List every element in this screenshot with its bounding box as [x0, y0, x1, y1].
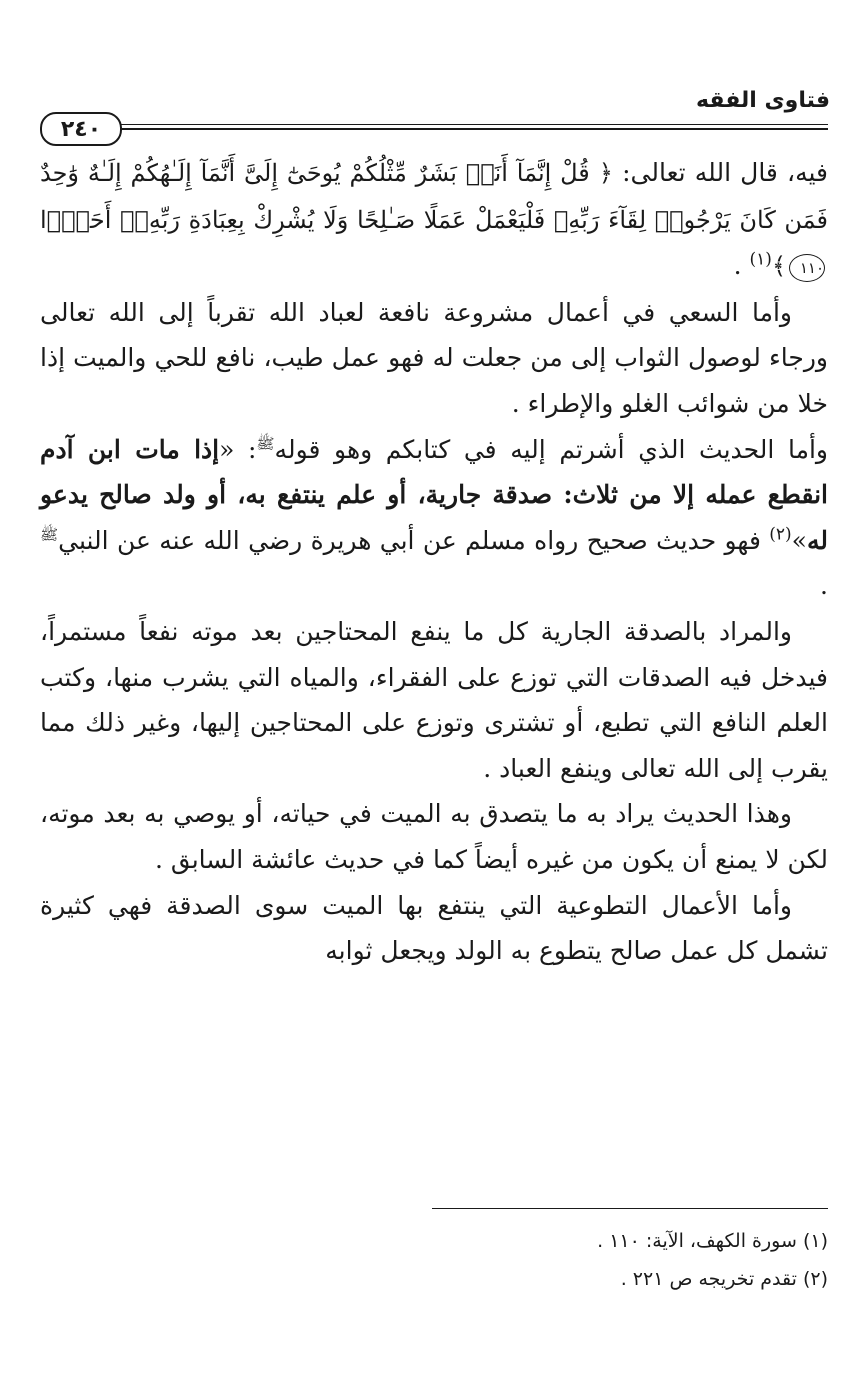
paragraph-hadith	[40, 427, 828, 609]
footnotes	[228, 1222, 828, 1298]
footnote-1: (١) سورة الكهف، الآية: ١١٠ .	[597, 1230, 828, 1252]
hadith-source: فهو حديث صحيح رواه مسلم عن أبي هريرة رضي الله عنه عن النبي	[58, 525, 770, 555]
hadith-intro: وأما الحديث الذي أشرتم إليه في كتابكم وهو قوله	[274, 434, 828, 464]
body-text	[40, 150, 828, 974]
running-title: فتاوى الفقه	[696, 88, 830, 113]
paragraph-quran-quote	[40, 150, 828, 290]
quote-end: .	[733, 251, 750, 281]
honorific-glyph-2: ﷺ	[40, 525, 59, 544]
page-number: ٢٤٠	[40, 112, 122, 146]
quote-intro: فيه، قال الله تعالى:	[612, 158, 828, 187]
header-rule	[120, 124, 828, 130]
honorific-glyph: ﷺ	[256, 434, 275, 453]
ayah-number-mark: ١١٠	[789, 254, 825, 282]
quran-close-bracket: ﴾	[771, 252, 786, 281]
quran-verse: قُلْ إِنَّمَآ أَنَا۠ بَشَرٌ مِّثْلُكُمْ يُوحَىٰٓ إِلَىَّ أَنَّمَآ إِلَـٰهُكُمْ إِلَـٰهٌ وَٰحِدٌ فَمَن كَانَ يَرْجُوا۟ لِقَآءَ رَبِّهِۦ فَلْيَعْمَلْ عَمَلًا صَـٰلِحًا وَلَا يُشْرِكْ بِعِبَادَةِ رَبِّهِۦٓ أَحَدًۢا	[40, 159, 828, 234]
footnote-rule	[432, 1208, 828, 1209]
hadith-end: .	[820, 571, 828, 601]
paragraph-5: وهذا الحديث يراد به ما يتصدق به الميت في حياته، أو يوصي به بعد موته، لكن لا يمنع أن يكون من غيره أيضاً كما في حديث عائشة السابق .	[40, 799, 828, 874]
paragraph-6: وأما الأعمال التطوعية التي ينتفع بها الميت سوى الصدقة فهي كثيرة تشمل كل عمل صالح يتطوع به الولد ويجعل ثوابه	[40, 890, 828, 966]
hadith-close-quote: »	[791, 525, 807, 555]
footnote-ref-2: (٢)	[769, 524, 792, 545]
paragraph-4: والمراد بالصدقة الجارية كل ما ينفع المحتاجين بعد موته نفعاً مستمراً، فيدخل فيه الصدقات التي توزع على الفقراء، والمياه التي يشرب منها، وكتب العلم النافع التي تطبع، أو تشترى وتوزع على المحتاجين إليها، وغير ذلك مما يقرب إلى الله تعالى وينفع العباد .	[40, 616, 828, 783]
paragraph-2: وأما السعي في أعمال مشروعة نافعة لعباد الله تقرباً إلى الله تعالى ورجاء لوصول الثواب إلى من جعلت له فهو عمل طيب، نافع للحي والميت إذا خلا من شوائب الغلو والإطراء .	[40, 297, 828, 418]
hadith-colon: : «	[219, 434, 257, 464]
hadith-text: إذا مات ابن آدم انقطع عمله إلا من ثلاث: صدقة جارية، أو علم ينتفع به، أو ولد صالح يدعو له	[40, 434, 828, 555]
footnote-2: (٢) تقدم تخريجه ص ٢٢١ .	[620, 1268, 828, 1290]
footnote-ref-1: (١)	[749, 249, 772, 270]
quran-open-bracket: ﴿	[598, 159, 613, 187]
